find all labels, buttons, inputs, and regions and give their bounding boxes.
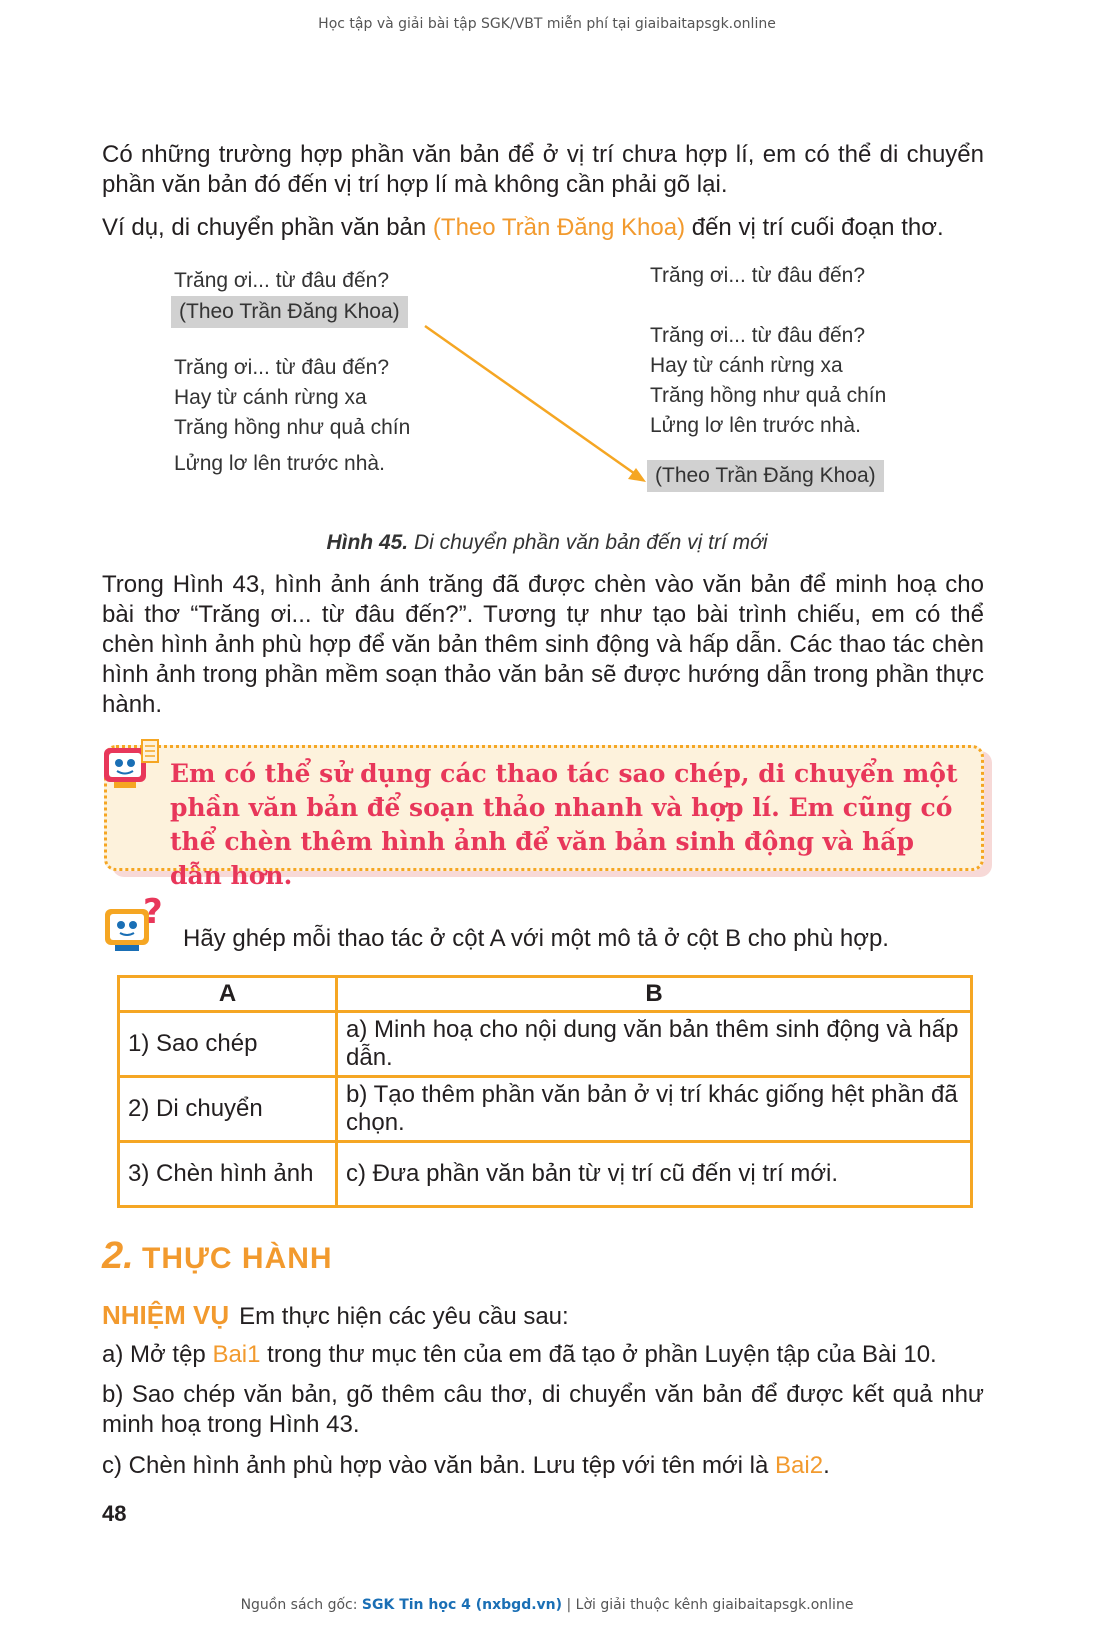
footer-note <box>0 1597 1094 1613</box>
figure-caption <box>0 531 1094 555</box>
task-item-a <box>102 1340 984 1370</box>
task-label: NHIỆM VỤ <box>102 1300 230 1330</box>
example-suffix: đến vị trí cuối đoạn thơ. <box>685 214 944 241</box>
intro-paragraph: Có những trường hợp phần văn bản để ở vị trí chưa hợp lí, em có thể di chuyển phần văn bản đó đến vị trí hợp lí mà không cần phải gõ lại. <box>102 141 984 198</box>
table-row <box>119 1012 972 1077</box>
note-text: Em có thể sử dụng các thao tác sao chép, di chuyển một phần văn bản để soạn thảo nhanh và hợp lí. Em cũng có thể chèn thêm hình ảnh để văn bản sinh động và hấp dẫn hơn. <box>170 759 958 890</box>
poem-line: Trăng ơi... từ đâu đến? <box>650 324 866 347</box>
poem-line: Trăng ơi... từ đâu đến? <box>174 356 390 379</box>
caption-text: Di chuyển phần văn bản đến vị trí mới <box>408 531 768 554</box>
table-row <box>119 1077 972 1142</box>
caption-label: Hình 45. <box>326 531 409 554</box>
table-header-row <box>119 977 972 1012</box>
attribution-highlight: (Theo Trần Đăng Khoa) <box>647 460 884 492</box>
svg-text:?: ? <box>143 893 163 932</box>
table-cell-b: a) Minh hoạ cho nội dung văn bản thêm sinh động và hấp dẫn. <box>337 1012 972 1077</box>
question-text: Hãy ghép mỗi thao tác ở cột A với một mô tả ở cột B cho phù hợp. <box>183 925 889 952</box>
task-a-suffix: trong thư mục tên của em đã tạo ở phần Luyện tập của Bài 10. <box>260 1341 937 1368</box>
header-note: Học tập và giải bài tập SGK/VBT miễn phí tại giaibaitapsgk.online <box>318 16 776 32</box>
table-row <box>119 1142 972 1207</box>
table-cell-b: b) Tạo thêm phần văn bản ở vị trí khác giống hệt phần đã chọn. <box>337 1077 972 1142</box>
column-b-header: B <box>337 977 972 1012</box>
poem-title: Trăng ơi... từ đâu đến? <box>650 264 866 287</box>
move-arrow-icon <box>420 320 655 490</box>
poem-line: Lửng lơ lên trước nhà. <box>650 414 861 437</box>
task-a-prefix: a) Mở tệp <box>102 1341 213 1368</box>
example-highlight: (Theo Trần Đăng Khoa) <box>432 214 686 241</box>
footer-prefix: Nguồn sách gốc: <box>240 1597 362 1613</box>
example-paragraph <box>102 213 984 243</box>
poem-line: Hay từ cánh rừng xa <box>174 386 367 409</box>
table-cell-a: 2) Di chuyển <box>119 1077 337 1142</box>
matching-table <box>117 975 973 1208</box>
body-paragraph: Trong Hình 43, hình ảnh ánh trăng đã được chèn vào văn bản để minh hoạ cho bài thơ “Trăng ơi... từ đâu đến?”. Tương tự như tạo bài trình chiếu, em có thể chèn hình ảnh phù hợp để văn bản thêm sinh động và hấp dẫn. Các thao tác chèn hình ảnh trong phần mềm soạn thảo văn bản sẽ được hướng dẫn trong phần thực hành. <box>102 571 984 718</box>
figure-left-poem <box>174 266 410 479</box>
file-name-bai1: Bai1 <box>212 1341 261 1368</box>
section-heading <box>102 1235 333 1278</box>
poem-line: Hay từ cánh rừng xa <box>650 354 843 377</box>
task-intro <box>102 1300 984 1332</box>
attribution-highlight: (Theo Trần Đăng Khoa) <box>171 296 408 328</box>
table-cell-a: 3) Chèn hình ảnh <box>119 1142 337 1207</box>
task-intro-text: Em thực hiện các yêu cầu sau: <box>239 1303 569 1330</box>
poem-line: Trăng hồng như quả chín <box>650 384 887 407</box>
task-item-b: b) Sao chép văn bản, gõ thêm câu thơ, di chuyển văn bản để được kết quả như minh hoạ trong Hình 43. <box>102 1381 984 1438</box>
footer-source-link[interactable]: SGK Tin học 4 (nxbgd.vn) <box>361 1597 563 1613</box>
table-cell-b: c) Đưa phần văn bản từ vị trí cũ đến vị trí mới. <box>337 1142 972 1207</box>
table-cell-a: 1) Sao chép <box>119 1012 337 1077</box>
section-title: THỰC HÀNH <box>142 1242 333 1275</box>
page-number: 48 <box>102 1501 127 1526</box>
section-number: 2. <box>102 1235 134 1277</box>
question-mascot-icon <box>103 893 165 959</box>
file-name-bai2: Bai2 <box>775 1452 824 1479</box>
poem-line: Lửng lơ lên trước nhà. <box>174 452 385 475</box>
computer-mascot-icon <box>98 738 160 800</box>
task-item-c <box>102 1451 984 1481</box>
figure-right-poem <box>650 261 886 492</box>
column-a-header: A <box>119 977 337 1012</box>
task-c-prefix: c) Chèn hình ảnh phù hợp vào văn bản. Lưu tệp với tên mới là <box>102 1452 776 1479</box>
footer-suffix: | Lời giải thuộc kênh giaibaitapsgk.online <box>562 1597 854 1613</box>
poem-title: Trăng ơi... từ đâu đến? <box>174 269 390 292</box>
task-c-suffix: . <box>823 1452 830 1479</box>
poem-line: Trăng hồng như quả chín <box>174 416 411 439</box>
example-prefix: Ví dụ, di chuyển phần văn bản <box>102 214 433 241</box>
